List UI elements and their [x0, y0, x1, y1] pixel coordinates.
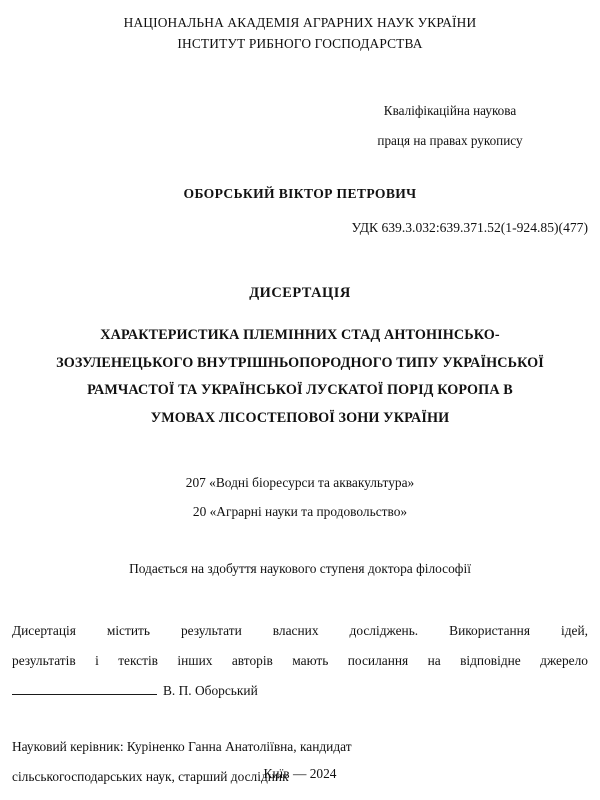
declaration-line-1: Дисертація містить результати власних досліджень. Використання ідей,	[12, 623, 588, 638]
title-line-4: УМОВАХ ЛІСОСТЕПОВОЇ ЗОНИ УКРАЇНИ	[150, 409, 450, 426]
title-line-3: РАМЧАСТОЇ ТА УКРАЇНСЬКОЇ ЛУСКАТОЇ ПОРІД КОРОПА В	[87, 382, 513, 398]
document-type-heading: ДИСЕРТАЦІЯ	[249, 285, 351, 301]
declaration-line-2: результатів і текстів інших авторів мають посилання на відповідне джерело	[12, 653, 588, 668]
institution-header	[0, 0, 600, 54]
institution-line-2: ІНСТИТУТ РИБНОГО ГОСПОДАРСТВА	[177, 36, 423, 51]
submitted-for-degree: Подається на здобуття наукового ступеня доктора філософії	[129, 561, 471, 576]
specialty-line-2: 20 «Аграрні науки та продовольство»	[192, 504, 408, 519]
qualification-note-line-1: Кваліфікаційна наукова	[383, 103, 517, 118]
supervisor-line-1: Науковий керівник: Куріненко Ганна Анатоліївна, кандидат	[12, 739, 352, 754]
footer-place-year: Київ — 2024	[263, 766, 337, 781]
originality-declaration	[0, 616, 600, 706]
specialty-line-1: 207 «Водні біоресурси та аквакультура»	[185, 475, 415, 490]
title-line-1: ХАРАКТЕРИСТИКА ПЛЕМІННИХ СТАД АНТОНІНСЬКО-	[100, 327, 500, 343]
institution-line-1: НАЦІОНАЛЬНА АКАДЕМІЯ АГРАРНИХ НАУК УКРАЇНИ	[123, 15, 477, 30]
qualification-note-line-2: праця на правах рукопису	[377, 133, 523, 148]
title-line-2: ЗОЗУЛЕНЕЦЬКОГО ВНУТРІШНЬОПОРОДНОГО ТИПУ УКРАЇНСЬКОЇ	[56, 354, 544, 371]
supervisor-line-2: сільськогосподарських наук, старший дослідник	[12, 769, 289, 784]
specialty-block	[0, 468, 600, 526]
author-block	[0, 184, 600, 204]
author-name: ОБОРСЬКИЙ ВІКТОР ПЕТРОВИЧ	[183, 186, 417, 201]
signature-author-name: В. П. Оборський	[163, 683, 258, 698]
dissertation-title	[0, 322, 600, 432]
signature-row	[12, 676, 588, 706]
signature-line	[12, 684, 157, 695]
qualification-note	[0, 96, 600, 156]
udk-code: УДК 639.3.032:639.371.52(1-924.85)(477)	[351, 220, 588, 235]
